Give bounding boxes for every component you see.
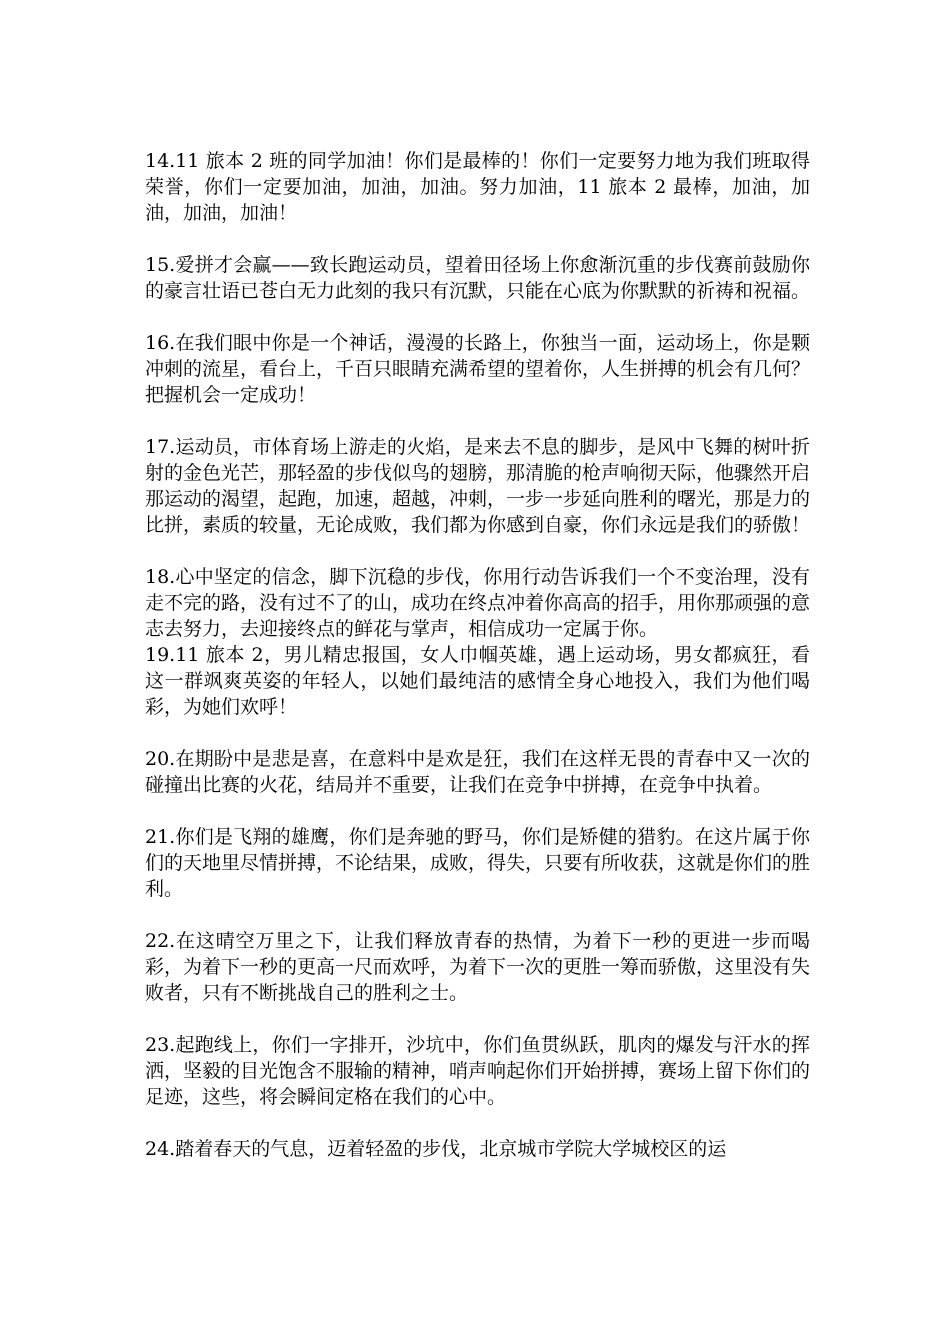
paragraph-14: 14.11 旅本 2 班的同学加油！你们是最棒的！你们一定要努力地为我们班取得荣誉，你们一定要加油，加油，加油。努力加油，11 旅本 2 最棒，加油，加油，加油，加油！ bbox=[145, 150, 810, 224]
paragraph-16: 16.在我们眼中你是一个神话，漫漫的长路上，你独当一面，运动场上，你是颗冲刺的流星，看台上，千百只眼睛充满希望的望着你，人生拼搏的机会有几何？把握机会一定成功！ bbox=[145, 332, 811, 406]
paragraph-20: 20.在期盼中是悲是喜，在意料中是欢是狂，我们在这样无畏的青春中又一次的碰撞出比赛的火花，结局并不重要，让我们在竞争中拼搏，在竞争中执着。 bbox=[145, 748, 810, 796]
paragraph-21: 21.你们是飞翔的雄鹰，你们是奔驰的野马，你们是矫健的猎豹。在这片属于你们的天地里尽情拼搏，不论结果，成败，得失，只要有所收获，这就是你们的胜利。 bbox=[145, 826, 811, 900]
document-page bbox=[145, 148, 810, 1162]
paragraph-19: 19.11 旅本 2，男儿精忠报国，女人巾帼英雄，遇上运动场，男女都疯狂，看这一群飒爽英姿的年轻人，以她们最纯洁的感情全身心地投入，我们为他们喝彩，为她们欢呼！ bbox=[145, 644, 810, 718]
paragraph-24: 24.踏着春天的气息，迈着轻盈的步伐，北京城市学院大学城校区的运 bbox=[145, 1138, 727, 1160]
paragraph-17: 17.运动员，市体育场上游走的火焰，是来去不息的脚步，是风中飞舞的树叶折射的金色光芒，那轻盈的步伐似鸟的翅膀，那清脆的枪声响彻天际，他骤然开启那运动的渴望，起跑，加速，超越，冲刺，一步一步延向胜利的曙光，那是力的比拼，素质的较量，无论成败，我们都为你感到自豪，你们永远是我们的骄傲！ bbox=[145, 436, 811, 536]
paragraph-15: 15.爱拼才会赢——致长跑运动员，望着田径场上你愈渐沉重的步伐赛前鼓励你的豪言壮语已苍白无力此刻的我只有沉默，只能在心底为你默默的祈祷和祝福。 bbox=[145, 254, 811, 302]
paragraph-22: 22.在这晴空万里之下，让我们释放青春的热情，为着下一秒的更进一步而喝彩，为着下一秒的更高一尺而欢呼，为着下一次的更胜一筹而骄傲，这里没有失败者，只有不断挑战自己的胜利之士。 bbox=[145, 930, 811, 1004]
paragraph-23: 23.起跑线上，你们一字排开，沙坑中，你们鱼贯纵跃，肌肉的爆发与汗水的挥洒，坚毅的目光饱含不服输的精神，哨声响起你们开始拼搏，赛场上留下你们的足迹，这些，将会瞬间定格在我们的心中。 bbox=[145, 1034, 811, 1108]
paragraph-18: 18.心中坚定的信念，脚下沉稳的步伐，你用行动告诉我们一个不变治理，没有走不完的路，没有过不了的山，成功在终点冲着你高高的招手，用你那顽强的意志去努力，去迎接终点的鲜花与掌声，相信成功一定属于你。 bbox=[145, 566, 811, 640]
